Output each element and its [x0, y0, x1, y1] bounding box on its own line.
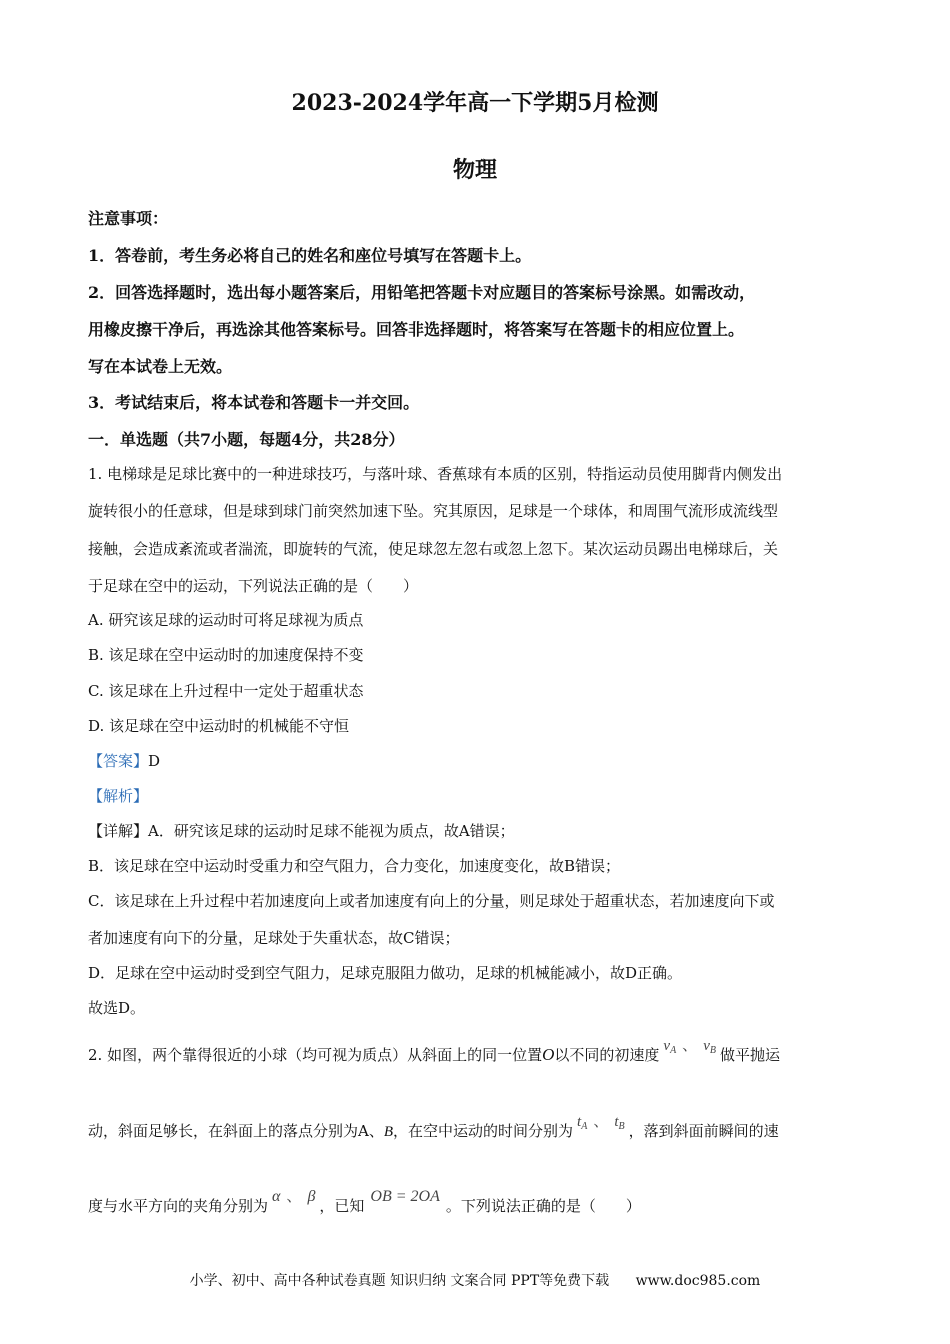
footer-url[interactable]: www.doc985.com	[635, 1273, 761, 1289]
q1-detail-2: B．该足球在空中运动时受重力和空气阻力，合力变化，加速度变化，故B错误；	[88, 857, 621, 875]
alpha-symbol: α	[272, 1188, 281, 1205]
q2-text: 。下列说法正确的是（ ）	[445, 1197, 641, 1215]
q1-answer	[88, 750, 160, 771]
point-b: B	[383, 1124, 394, 1140]
q1-detail-1: 【详解】A．研究该足球的运动时足球不能视为质点，故A错误；	[88, 822, 515, 840]
q1-option-a: A. 研究该足球的运动时可将足球视为质点	[88, 611, 364, 629]
section-heading: 一．单选题（共7小题，每题4分，共28分）	[88, 430, 405, 449]
notice-item-2-line-1: 2．回答选择题时，选出每小题答案后，用铅笔把答题卡对应题目的答案标号涂黑。如需改动，	[88, 283, 756, 302]
q2-text: ，已知	[319, 1197, 365, 1215]
time-symbol: t	[614, 1114, 619, 1130]
q1-stem-line-3: 接触，会造成紊流或者湍流，即旋转的气流，使足球忽左忽右或忽上忽下。某次运动员踢出电梯球后，关	[88, 540, 779, 558]
subscript-a: A	[581, 1121, 588, 1132]
q1-detail-5: D．足球在空中运动时受到空气阻力，足球克服阻力做功，足球的机械能减小，故D正确。	[88, 964, 683, 982]
q2-text: 以不同的初速度	[554, 1046, 660, 1064]
beta-symbol: β	[307, 1188, 316, 1205]
given-formula: OB = 2OA	[370, 1188, 440, 1205]
notice-item-2-line-3: 写在本试卷上无效。	[88, 357, 233, 376]
q2-text: ，在空中运动的时间分别为	[393, 1122, 574, 1140]
velocity-symbol: v	[663, 1038, 671, 1054]
footer-text: 小学、初中、高中各种试卷真题 知识归纳 文案合同 PPT等免费下载	[189, 1273, 610, 1289]
q2-stem-line-2	[88, 1112, 779, 1142]
q2-text: ，落到斜面前瞬间的速	[628, 1122, 779, 1140]
notice-item-1: 1．答卷前，考生务必将自己的姓名和座位号填写在答题卡上。	[88, 246, 532, 265]
answer-tag: 【答案】	[88, 752, 149, 770]
point-o: O	[542, 1045, 555, 1064]
subscript-a: A	[670, 1045, 677, 1056]
subscript-b: B	[709, 1045, 716, 1056]
exam-title: 2023-2024学年高一下学期5月检测	[291, 90, 659, 116]
subject-title: 物理	[452, 157, 497, 183]
q1-stem-line-2: 旋转很小的任意球，但是球到球门前突然加速下坠。究其原因，足球是一个球体，和周围气流形成流线型	[88, 502, 779, 520]
q2-text: 动，斜面足够长，在斜面上的落点分别为A、	[88, 1122, 384, 1140]
notice-heading: 注意事项：	[88, 209, 169, 228]
q2-stem-line-1	[88, 1036, 780, 1066]
q1-detail-3: C．该足球在上升过程中若加速度向上或者加速度有向上的分量，则足球处于超重状态，若加速度向下或	[88, 892, 775, 910]
q2-stem-line-3	[88, 1187, 641, 1216]
notice-item-3: 3．考试结束后，将本试卷和答题卡一并交回。	[88, 393, 420, 412]
time-symbol: t	[577, 1114, 582, 1130]
q1-detail-4: 者加速度有向下的分量，足球处于失重状态，故C错误；	[88, 929, 460, 947]
q1-option-d: D. 该足球在空中运动时的机械能不守恒	[88, 717, 350, 735]
q1-conclusion: 故选D。	[88, 999, 146, 1017]
q2-text: 度与水平方向的夹角分别为	[88, 1197, 269, 1215]
separator: 、	[682, 1036, 698, 1054]
separator: 、	[286, 1187, 302, 1205]
q1-stem-line-1: 1. 电梯球是足球比赛中的一种进球技巧，与落叶球、香蕉球有本质的区别，特指运动员使用脚背内侧发出	[88, 465, 783, 483]
notice-item-2-line-2: 用橡皮擦干净后，再选涂其他答案标号。回答非选择题时，将答案写在答题卡的相应位置上。	[88, 320, 745, 339]
answer-value: D	[148, 752, 161, 770]
q1-option-b: B. 该足球在空中运动时的加速度保持不变	[88, 646, 364, 664]
q1-analysis-tag: 【解析】	[88, 787, 149, 805]
q1-stem-line-4: 于足球在空中的运动，下列说法正确的是（ ）	[88, 577, 419, 595]
subscript-b: B	[618, 1121, 625, 1132]
velocity-symbol: v	[703, 1038, 710, 1054]
separator: 、	[593, 1112, 609, 1130]
footer	[0, 1270, 950, 1290]
q2-text: 2. 如图，两个靠得很近的小球（均可视为质点）从斜面上的同一位置	[88, 1046, 543, 1064]
q1-option-c: C. 该足球在上升过程中一定处于超重状态	[88, 682, 364, 700]
q2-text: 做平抛运	[719, 1046, 780, 1064]
